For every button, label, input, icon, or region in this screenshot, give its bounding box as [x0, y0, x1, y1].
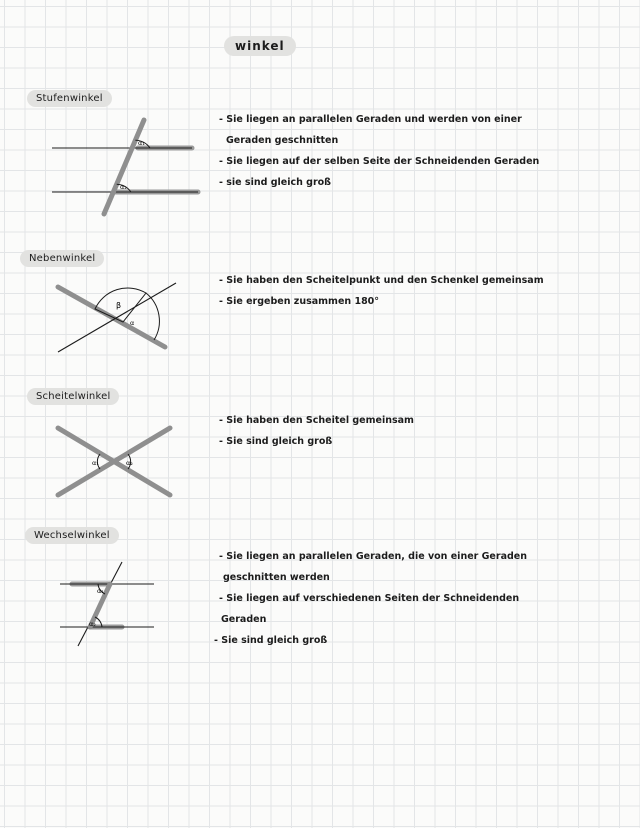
note-line: - sie sind gleich groß	[219, 177, 331, 188]
note-line: - Sie sind gleich groß	[214, 635, 328, 646]
angle-label-alpha2: α₂	[126, 459, 133, 467]
note-line: - Sie ergeben zusammen 180°	[219, 296, 380, 307]
angle-label-alpha2: α₂	[120, 183, 127, 191]
note-line: - Sie liegen auf verschiedenen Seiten der Schneidenden	[219, 593, 520, 604]
angle-label-beta: β	[116, 301, 122, 310]
note-line: Geraden	[221, 614, 267, 625]
stufenwinkel-notes	[219, 109, 539, 193]
angle-label-alpha2: α₂	[89, 620, 96, 628]
note-line: - Sie sind gleich groß	[219, 436, 333, 447]
page-title: winkel	[224, 36, 296, 56]
note-line: - Sie haben den Scheitelpunkt und den Schenkel gemeinsam	[219, 275, 544, 286]
angle-label-alpha: α	[130, 319, 135, 327]
note-line: - Sie liegen an parallelen Geraden und werden von einer	[219, 114, 522, 125]
scheitelwinkel-notes	[219, 410, 414, 452]
section-heading-nebenwinkel: Nebenwinkel	[20, 250, 104, 267]
scheitelwinkel-diagram	[50, 418, 180, 508]
note-line: - Sie liegen auf der selben Seite der Schneidenden Geraden	[219, 156, 540, 167]
nebenwinkel-diagram	[50, 278, 180, 358]
angle-label-alpha1: α₁	[97, 587, 104, 595]
note-line: geschnitten werden	[223, 572, 330, 583]
nebenwinkel-notes	[219, 270, 544, 312]
note-line: Geraden geschnitten	[226, 135, 339, 146]
section-heading-wechselwinkel: Wechselwinkel	[25, 527, 119, 544]
wechselwinkel-notes	[214, 546, 527, 651]
angle-label-alpha1: α₁	[138, 139, 145, 147]
stufenwinkel-diagram	[50, 110, 200, 220]
section-heading-scheitelwinkel: Scheitelwinkel	[27, 388, 119, 405]
section-heading-stufenwinkel: Stufenwinkel	[27, 90, 112, 107]
note-line: - Sie haben den Scheitel gemeinsam	[219, 415, 414, 426]
note-line: - Sie liegen an parallelen Geraden, die von einer Geraden	[219, 551, 527, 562]
angle-label-alpha1: α₁	[92, 459, 99, 467]
wechselwinkel-diagram	[50, 556, 170, 656]
